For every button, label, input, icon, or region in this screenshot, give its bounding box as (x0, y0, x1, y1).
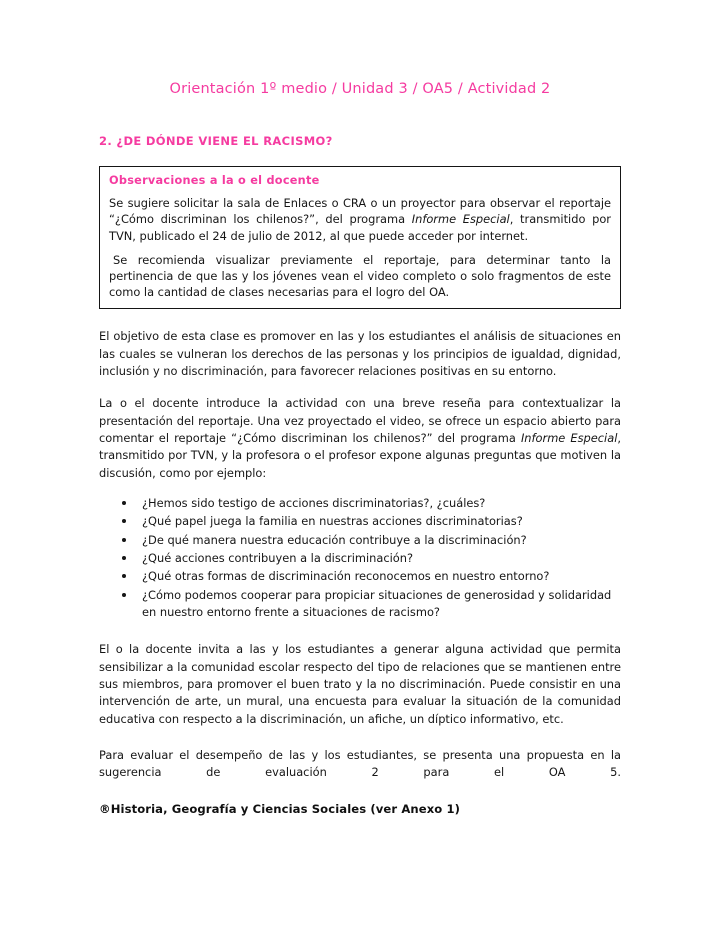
body-paragraph-introduction-text-b: , transmitido por TVN, y la profesora o el profesor expone algunas preguntas que motiven la discusión, como por ejemplo: (99, 431, 621, 480)
observations-paragraph-1 (109, 195, 611, 244)
bullet-icon (122, 501, 126, 505)
registered-mark-icon: ® (99, 801, 111, 816)
footer-note (99, 782, 621, 817)
observations-paragraph-1-italic-title: Informe Especial (411, 212, 510, 227)
bullet-icon (122, 593, 126, 597)
list-item-label: ¿Hemos sido testigo de acciones discriminatorias?, ¿cuáles? (142, 496, 486, 511)
footer-note-label: Historia, Geografía y Ciencias Sociales (ver Anexo 1) (110, 801, 461, 816)
list-item-label: ¿Qué acciones contribuyen a la discriminación? (142, 551, 414, 566)
list-item-label: ¿Cómo podemos cooperar para propiciar situaciones de generosidad y solidaridad en nuestro entorno frente a situaciones de racismo? (142, 587, 612, 620)
list-item-label: ¿Qué otras formas de discriminación reconocemos en nuestro entorno? (142, 569, 550, 584)
body-paragraph-introduction-text-a: La o el docente introduce la actividad con una breve reseña para contextualizar la presentación del reportaje. Una vez proyectado el video, se ofrece un espacio abierto para comentar el reportaje “¿Cómo discriminan los chilenos?” del programa (99, 396, 621, 446)
bullet-icon (122, 538, 126, 542)
page-title: Orientación 1º medio / Unidad 3 / OA5 / Actividad 2 (169, 81, 551, 97)
observations-paragraph-1-text-a: Se sugiere solicitar la sala de Enlaces o CRA o un proyector para observar el reportaje “¿Cómo discriminan los chilenos?”, del programa (109, 196, 611, 227)
list-item-label: ¿De qué manera nuestra educación contribuye a la discriminación? (142, 532, 527, 547)
list-item (99, 513, 621, 530)
observations-box (99, 166, 621, 309)
observations-paragraph-2: Se recomienda visualizar previamente el reportaje, para determinar tanto la pertinencia de que las y los jóvenes vean el video completo o solo fragmentos de este como la cantidad de clases necesarias para el logro del OA. (109, 252, 611, 300)
list-item (99, 550, 621, 567)
list-item (99, 532, 621, 549)
bullet-icon (122, 556, 126, 560)
list-item (99, 587, 621, 622)
questions-list (99, 482, 621, 621)
list-item (99, 568, 621, 585)
bullet-icon (122, 574, 126, 578)
body-paragraph-evaluation: Para evaluar el desempeño de las y los estudiantes, se presenta una propuesta en la sugerencia de evaluación 2 para el OA 5. (99, 747, 621, 780)
section-heading: 2. ¿DE DÓNDE VIENE EL RACISMO? (99, 134, 333, 149)
observations-box-title: Observaciones a la o el docente (109, 174, 320, 188)
observations-paragraph-1-text-b: , transmitido por TVN, publicado el 24 de julio de 2012, al que puede acceder por internet. (109, 212, 611, 243)
list-item (99, 495, 621, 512)
body-paragraph-introduction (99, 380, 621, 482)
body-paragraph-activity: El o la docente invita a las y los estudiantes a generar alguna actividad que permita sensibilizar a la comunidad escolar respecto del tipo de relaciones que se mantienen entre sus miembros, para promover el buen trato y la no discriminación. Puede consistir en una intervención de arte, un mural, una encuesta para evaluar la situación de la comunidad educativa con respecto a la discriminación, un afiche, un díptico informativo, etc. (99, 642, 621, 726)
bullet-icon (122, 519, 126, 523)
list-item-label: ¿Qué papel juega la familia en nuestras acciones discriminatorias? (142, 514, 523, 529)
document-content (99, 0, 621, 817)
body-paragraph-objective: El objetivo de esta clase es promover en las y los estudiantes el análisis de situaciones en las cuales se vulneran los derechos de las personas y los principios de igualdad, dignidad, inclusión y no discriminación, para favorecer relaciones positivas en su entorno. (99, 329, 621, 379)
body-paragraph-introduction-italic-title: Informe Especial (520, 431, 618, 446)
